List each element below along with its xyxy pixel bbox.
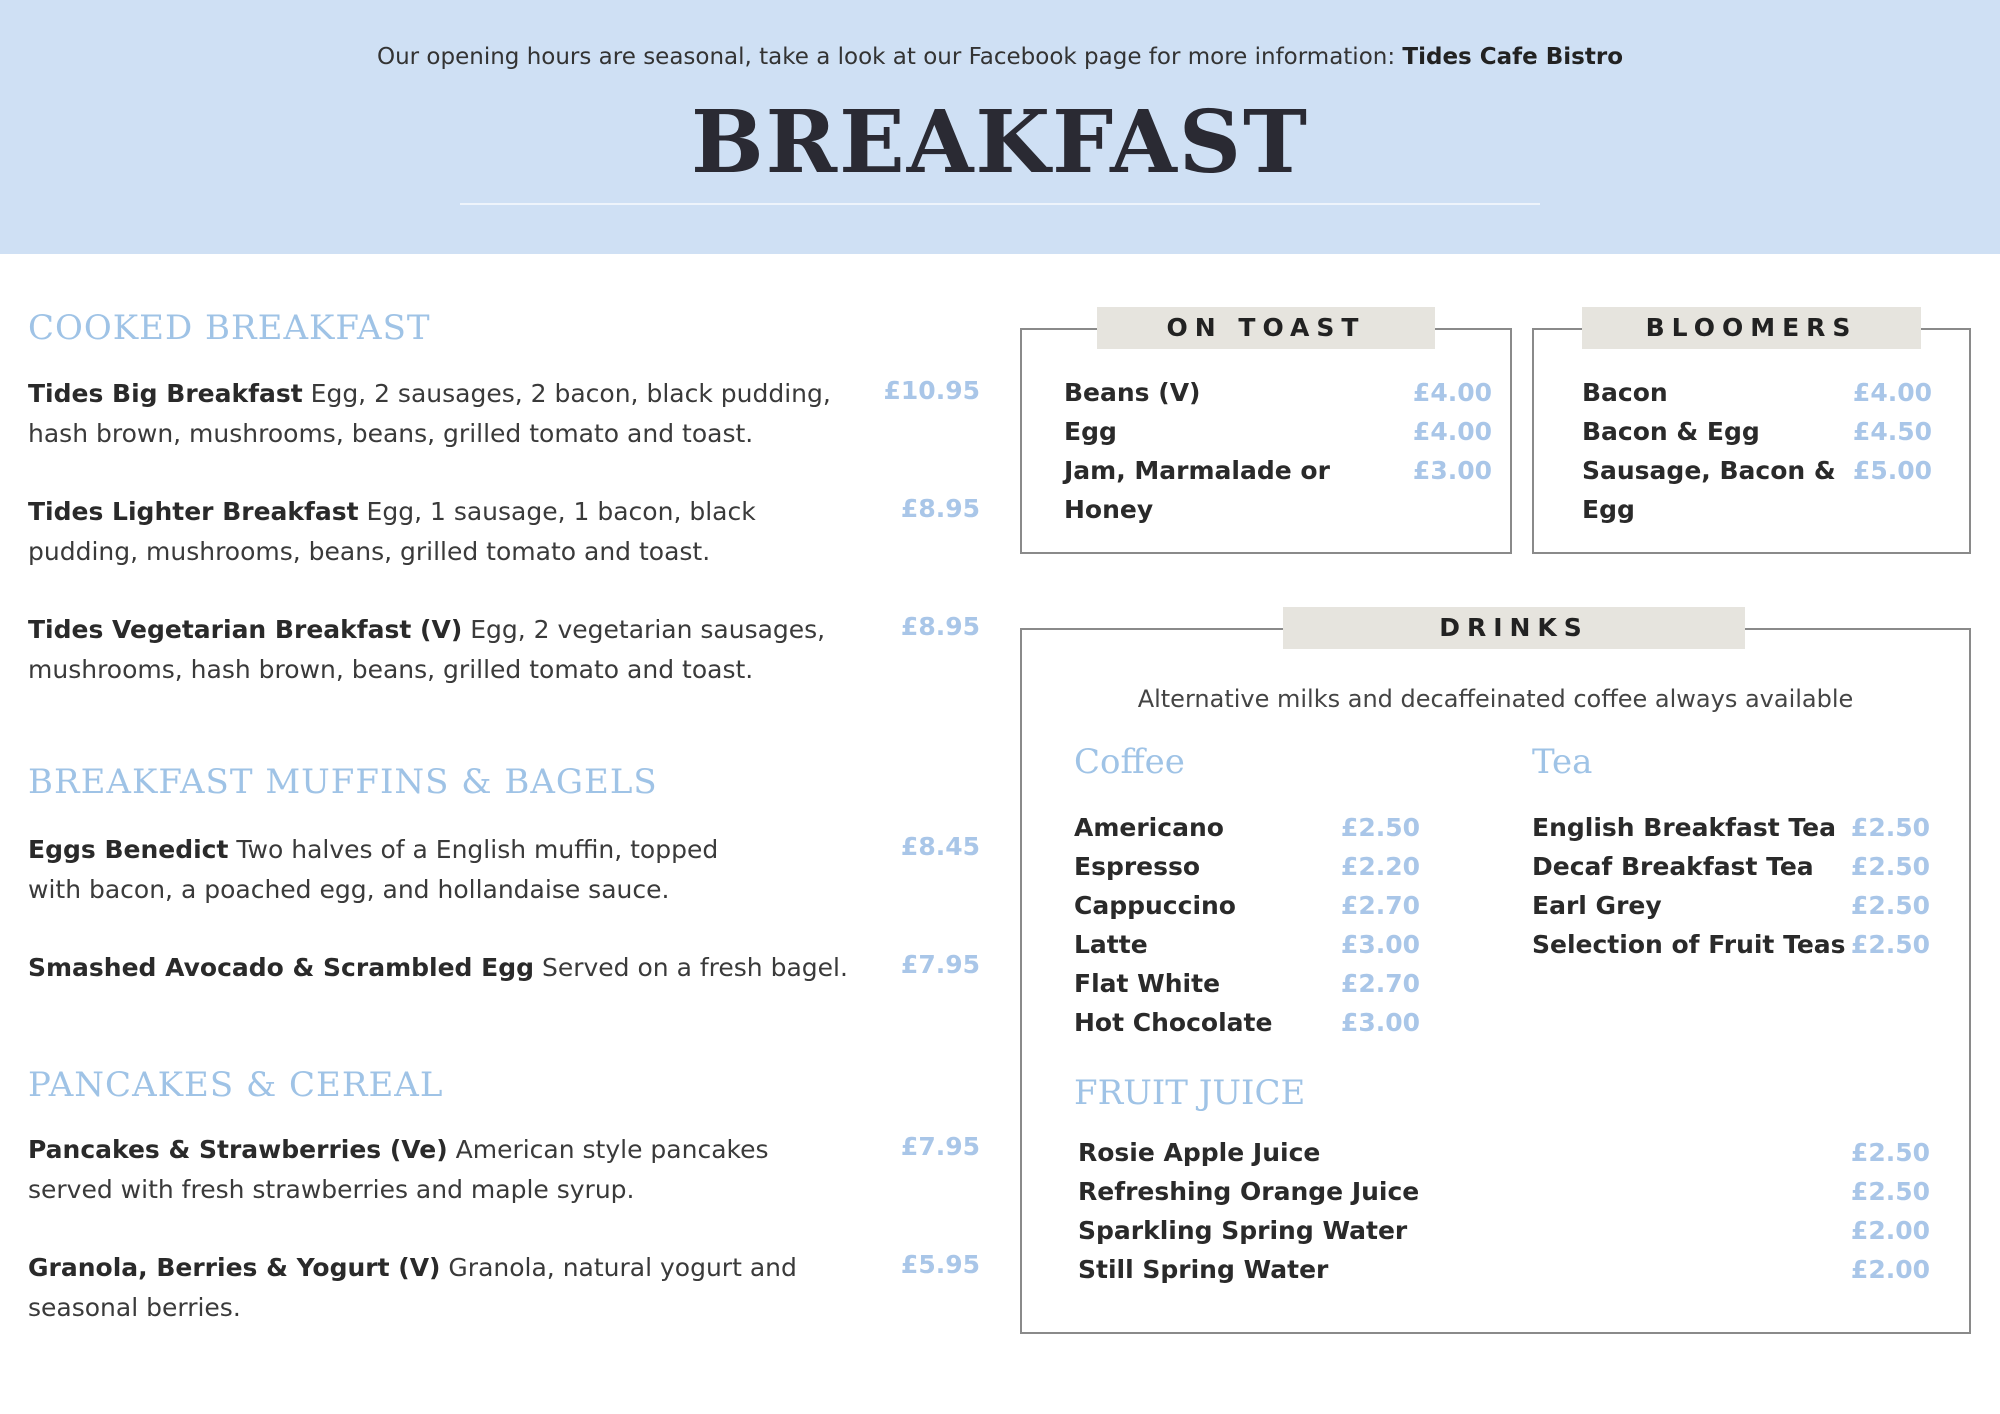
bloomers-item: Sausage, Bacon & bbox=[1582, 456, 1836, 485]
item-desc: Two halves of a English muffin, topped with bacon, a poached egg, and hollandaise sauce. bbox=[28, 835, 719, 904]
item-price: £10.95 bbox=[883, 376, 980, 405]
coffee-item: Americano bbox=[1074, 813, 1224, 842]
item-price: £5.95 bbox=[900, 1250, 980, 1279]
coffee-price: £2.70 bbox=[1340, 891, 1420, 920]
item-name: Tides Lighter Breakfast bbox=[28, 497, 359, 526]
item-desc: Egg, 2 vegetarian sausages, mushrooms, hash brown, beans, grilled tomato and toast. bbox=[28, 615, 826, 684]
tea-item: Decaf Breakfast Tea bbox=[1532, 852, 1814, 881]
on-toast-price: £4.00 bbox=[1412, 417, 1492, 446]
drinks-label: DRINKS bbox=[1283, 607, 1745, 649]
juice-item: Refreshing Orange Juice bbox=[1078, 1177, 1420, 1206]
drinks-note: Alternative milks and decaffeinated coffee always available bbox=[1137, 685, 1854, 713]
on-toast-item: Jam, Marmalade or bbox=[1064, 456, 1330, 485]
opening-hours-text: Our opening hours are seasonal, take a look at our Facebook page for more information: bbox=[376, 44, 1403, 70]
tea-item: Earl Grey bbox=[1532, 891, 1662, 920]
menu-item bbox=[28, 1130, 848, 1210]
juice-price: £2.50 bbox=[1850, 1138, 1930, 1167]
bloomers-price: £4.50 bbox=[1852, 417, 1932, 446]
bloomers-price: £5.00 bbox=[1852, 456, 1932, 485]
tea-price: £2.50 bbox=[1850, 930, 1930, 959]
item-price: £7.95 bbox=[900, 950, 980, 979]
facebook-page-name[interactable]: Tides Cafe Bistro bbox=[1402, 44, 1623, 70]
menu-item bbox=[28, 374, 848, 454]
coffee-item: Cappuccino bbox=[1074, 891, 1236, 920]
menu-item bbox=[28, 1248, 818, 1328]
bloomers-item: Bacon & Egg bbox=[1582, 417, 1760, 446]
coffee-item: Latte bbox=[1074, 930, 1148, 959]
menu-item bbox=[28, 830, 748, 910]
item-price: £7.95 bbox=[900, 1132, 980, 1161]
tea-price: £2.50 bbox=[1850, 891, 1930, 920]
tea-item: English Breakfast Tea bbox=[1532, 813, 1836, 842]
juice-item: Rosie Apple Juice bbox=[1078, 1138, 1321, 1167]
coffee-title: Coffee bbox=[1074, 742, 1185, 782]
tea-price: £2.50 bbox=[1850, 813, 1930, 842]
tea-title: Tea bbox=[1532, 742, 1593, 782]
item-desc: American style pancakes served with fresh strawberries and maple syrup. bbox=[28, 1135, 769, 1204]
item-desc: Served on a fresh bagel. bbox=[534, 953, 848, 982]
item-name: Pancakes & Strawberries (Ve) bbox=[28, 1135, 448, 1164]
bloomers-price: £4.00 bbox=[1852, 378, 1932, 407]
juice-price: £2.00 bbox=[1850, 1216, 1930, 1245]
coffee-price: £3.00 bbox=[1340, 930, 1420, 959]
item-name: Tides Big Breakfast bbox=[28, 379, 303, 408]
coffee-price: £2.20 bbox=[1340, 852, 1420, 881]
menu-item bbox=[28, 948, 848, 988]
opening-hours-note bbox=[0, 44, 2000, 70]
on-toast-price: £3.00 bbox=[1412, 456, 1492, 485]
item-price: £8.95 bbox=[900, 494, 980, 523]
cooked-breakfast-title: COOKED BREAKFAST bbox=[28, 308, 431, 348]
coffee-item: Hot Chocolate bbox=[1074, 1008, 1273, 1037]
bloomers-item: Bacon bbox=[1582, 378, 1668, 407]
coffee-item: Flat White bbox=[1074, 969, 1221, 998]
bloomers-label: BLOOMERS bbox=[1582, 307, 1921, 349]
coffee-price: £2.50 bbox=[1340, 813, 1420, 842]
tea-item: Selection of Fruit Teas bbox=[1532, 930, 1846, 959]
tea-price: £2.50 bbox=[1850, 852, 1930, 881]
page-title: BREAKFAST bbox=[690, 92, 1310, 193]
on-toast-item-cont: Honey bbox=[1064, 495, 1154, 524]
bloomers-item-cont: Egg bbox=[1582, 495, 1635, 524]
header-banner bbox=[0, 0, 2000, 254]
on-toast-item: Egg bbox=[1064, 417, 1117, 446]
item-name: Tides Vegetarian Breakfast (V) bbox=[28, 615, 463, 644]
item-desc: Granola, natural yogurt and seasonal berries. bbox=[28, 1253, 797, 1322]
on-toast-price: £4.00 bbox=[1412, 378, 1492, 407]
coffee-price: £3.00 bbox=[1340, 1008, 1420, 1037]
juice-price: £2.00 bbox=[1850, 1255, 1930, 1284]
item-desc: Egg, 1 sausage, 1 bacon, black pudding, mushrooms, beans, grilled tomato and toast. bbox=[28, 497, 756, 566]
juice-price: £2.50 bbox=[1850, 1177, 1930, 1206]
item-name: Smashed Avocado & Scrambled Egg bbox=[28, 953, 535, 982]
on-toast-item: Beans (V) bbox=[1064, 378, 1201, 407]
muffins-bagels-title: BREAKFAST MUFFINS & BAGELS bbox=[28, 762, 658, 802]
item-desc: Egg, 2 sausages, 2 bacon, black pudding, hash brown, mushrooms, beans, grilled tomato and toast. bbox=[28, 379, 831, 448]
item-price: £8.45 bbox=[900, 832, 980, 861]
menu-item bbox=[28, 610, 848, 690]
header-divider bbox=[460, 203, 1540, 205]
item-name: Granola, Berries & Yogurt (V) bbox=[28, 1253, 441, 1282]
juice-item: Sparkling Spring Water bbox=[1078, 1216, 1408, 1245]
coffee-item: Espresso bbox=[1074, 852, 1201, 881]
fruit-juice-title: FRUIT JUICE bbox=[1074, 1073, 1306, 1113]
juice-item: Still Spring Water bbox=[1078, 1255, 1329, 1284]
item-price: £8.95 bbox=[900, 612, 980, 641]
item-name: Eggs Benedict bbox=[28, 835, 229, 864]
coffee-price: £2.70 bbox=[1340, 969, 1420, 998]
pancakes-cereal-title: PANCAKES & CEREAL bbox=[28, 1065, 444, 1105]
on-toast-label: ON TOAST bbox=[1097, 307, 1435, 349]
menu-item bbox=[28, 492, 848, 572]
